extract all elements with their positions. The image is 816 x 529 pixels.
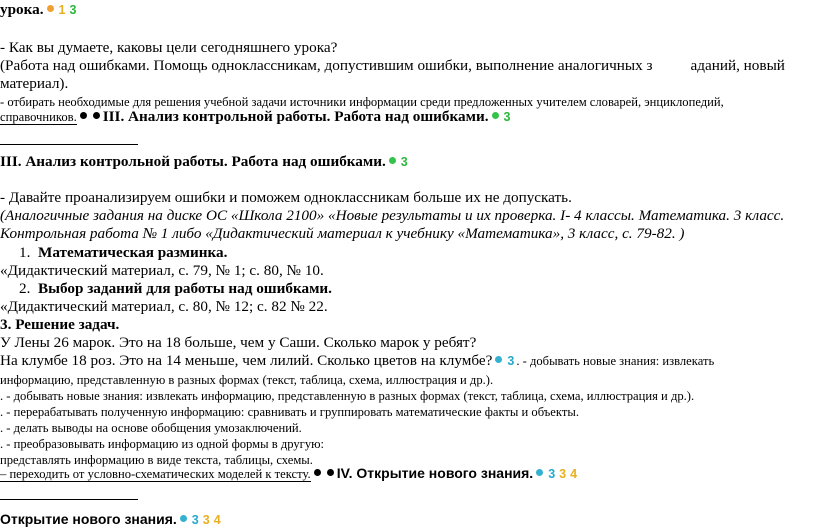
reference-line: «Дидактический материал, с. 79, № 1; с. 80, № 10. (0, 262, 324, 279)
section-title: Открытие нового знания. (0, 511, 177, 527)
ud-item: . - перерабатывать полученную информацию: сравнивать и группировать математические факты и объекты. (0, 405, 579, 419)
ud-item: - отбирать необходимые для решения учебной задачи источники информации среди предложенных учителем словарей, энциклопедий, (0, 95, 724, 109)
bullet-dot-icon (536, 469, 543, 476)
ud-item: . - добывать новые знания: извлекать (516, 354, 715, 368)
section-heading (0, 510, 223, 529)
bullet-dot-icon (492, 112, 499, 119)
marker-number: 3 (507, 354, 515, 368)
section-title: III. Анализ контрольной работы. Работа над ошибками. (0, 153, 386, 170)
ud-item: . - преобразовывать информацию из одной формы в другую: (0, 437, 325, 451)
section-title: III. Анализ контрольной работы. Работа над ошибками. (102, 108, 489, 125)
list-number: 2. (19, 280, 31, 297)
marker-number: 4 (570, 467, 578, 481)
ud-item-end: справочников. (0, 110, 77, 124)
divider (0, 499, 138, 500)
bullet-dot-icon (80, 112, 87, 119)
intro-line: - Давайте проанализируем ошибки и поможем одноклассникам больше их не допускать. (0, 189, 572, 206)
answer-text: (Работа над ошибками. Помощь одноклассникам, допустившим ошибки, выполнение аналогичных з (0, 57, 653, 74)
marker-number: 3 (503, 110, 511, 124)
bullet-dot-icon (314, 469, 321, 476)
task-text: На клумбе 18 роз. Это на 14 меньше, чем лилий. Сколько цветов на клумбе? (0, 352, 493, 369)
bullet-dot-icon (495, 356, 502, 363)
heading-text: урока. (0, 1, 44, 18)
bullet-dot-icon (389, 157, 396, 164)
bullet-dot-icon (327, 469, 334, 476)
section-line (0, 108, 512, 126)
answer-line (0, 57, 785, 75)
marker-number: 3 (69, 3, 77, 17)
list-item (19, 280, 332, 298)
marker-number: 3 (548, 467, 556, 481)
ud-item: информацию, представленную в разных формах (текст, таблица, схема, иллюстрация и др.). (0, 373, 494, 387)
note-line: Контрольная работа № 1 либо «Дидактический материал к учебнику «Математика», 3 класс, с. 79-82. ) (0, 225, 685, 242)
list-item (19, 244, 227, 262)
lesson-heading (0, 1, 78, 19)
section-heading (0, 153, 410, 171)
list-title: Математическая разминка. (37, 244, 228, 261)
bullet-dot-icon (93, 112, 100, 119)
list-number: 1. (19, 244, 31, 261)
marker-number: 1 (58, 3, 66, 17)
task-line: У Лены 26 марок. Это на 18 больше, чем у Саши. Сколько марок у ребят? (0, 334, 477, 351)
question-line: - Как вы думаете, каковы цели сегодняшнего урока? (0, 39, 338, 56)
ud-item-end: – переходить от условно-схематических моделей к тексту. (0, 467, 311, 481)
bullet-dot-icon (180, 515, 187, 522)
subsection-title: 3. Решение задач. (0, 316, 120, 333)
bullet-dot-icon (47, 5, 54, 12)
answer-line-end: материал). (0, 75, 69, 92)
ud-item: . - добывать новые знания: извлекать информацию, представленную в разных формах (текст, таблица, схема, иллюстрация и др.). (0, 389, 695, 403)
section-line (0, 464, 579, 483)
section-title: IV. Открытие нового знания. (336, 465, 534, 481)
marker-number: 3 (191, 513, 199, 527)
reference-line: «Дидактический материал, с. 80, № 12; с. 82 № 22. (0, 298, 328, 315)
list-title: Выбор заданий для работы над ошибками. (37, 280, 332, 297)
task-line (0, 352, 714, 370)
marker-number: 3 (202, 513, 210, 527)
divider (0, 144, 138, 145)
ud-item: представлять информацию в виде текста, таблицы, схемы. (0, 453, 313, 467)
marker-number: 3 (559, 467, 567, 481)
marker-number: 3 (400, 155, 408, 169)
note-line: (Аналогичные задания на диске ОС «Школа 2100» «Новые результаты и их проверка. I- 4 классы. Математика. 3 класс. (0, 207, 785, 224)
marker-number: 4 (213, 513, 221, 527)
answer-text: аданий, новый (690, 57, 785, 74)
ud-item: . - делать выводы на основе обобщения умозаключений. (0, 421, 302, 435)
